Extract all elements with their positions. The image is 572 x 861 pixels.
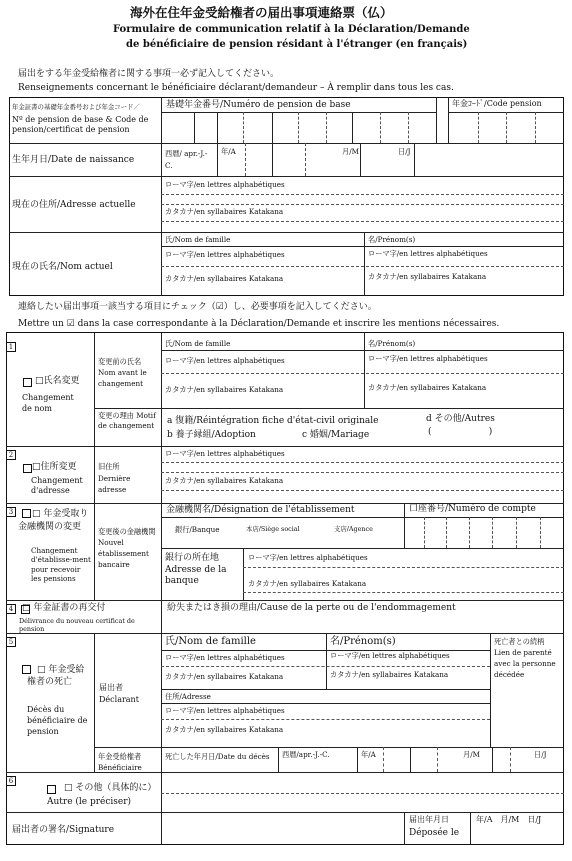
- title-french-line1: Formulaire de communication relatif à la Déclaration/Demande: [113, 24, 470, 35]
- section-3-title-ja: □ 年金受取り金融機関の変更: [18, 509, 89, 533]
- bank-location-kata: カタカナ/en syllabaires Katakana: [248, 579, 367, 588]
- section-3-title-fr: Changement d'établisse-ment pour recevoir les pensions: [31, 546, 91, 584]
- current-firstname-alpha: ローマ字/en lettres alphabétiques: [368, 249, 488, 258]
- death-day-unit: 日/J: [534, 750, 547, 759]
- current-address-kata: カタカナ/en syllabaires Katakana: [165, 207, 284, 216]
- section-4-number: 4: [6, 604, 16, 614]
- declarant-surname-alpha: ローマ字/en lettres alphabétiques: [165, 653, 285, 662]
- section-5-number: 5: [6, 637, 16, 647]
- current-name-label: 現在の氏名/Nom actuel: [12, 262, 113, 272]
- declarant-label: 届出者 Déclarant: [99, 683, 139, 705]
- section-1-title-fr: Changement de nom: [22, 393, 74, 414]
- change-reason-label: 変更の理由 Motif de changement: [98, 411, 156, 431]
- section-1-title-ja: □氏名変更: [35, 376, 80, 386]
- death-month-unit: 月/M: [463, 750, 480, 759]
- filed-date-fr: Déposée le: [409, 828, 460, 838]
- intro-japanese: 届出をする年金受給権者に関する事項一必ず記入してください。: [18, 69, 280, 79]
- before-surname-header: 氏/Nom de famille: [165, 339, 231, 348]
- old-address-alpha: ローマ字/en lettres alphabétiques: [165, 449, 285, 458]
- section-2-title-ja: □住所変更: [32, 462, 77, 472]
- before-firstname-kata: カタカナ/en syllabaires Katakana: [368, 383, 487, 392]
- section-6-number: 6: [6, 776, 16, 786]
- filed-date-units: 年/A 月/M 日/J: [476, 815, 542, 824]
- declarant-address-header: 住所/Adresse: [165, 692, 211, 701]
- declarant-firstname-alpha: ローマ字/en lettres alphabétiques: [330, 651, 450, 660]
- title-french-line2: de bénéficiaire de pension résidant à l'étranger (en français): [126, 39, 468, 50]
- signature-label: 届出者の署名/Signature: [12, 825, 115, 835]
- birth-month-unit: 月/M: [342, 147, 359, 156]
- current-address-label: 現在の住所/Adresse actuelle: [12, 200, 136, 210]
- current-surname-kata: カタカナ/en syllabaires Katakana: [165, 274, 284, 283]
- section-4-title-fr: Délivrance du nouveau certificat de pension: [19, 617, 135, 633]
- old-address-kata: カタカナ/en syllabaires Katakana: [165, 476, 284, 485]
- current-firstname-header: 名/Prénom(s): [368, 235, 416, 244]
- base-number-header: 基礎年金番号/Numéro de pension de base: [166, 100, 351, 110]
- section-3-number: 3: [6, 507, 16, 517]
- reason-d[interactable]: d その他/Autres: [426, 414, 495, 424]
- bank-location-alpha: ローマ字/en lettres alphabétiques: [248, 553, 368, 562]
- branch-agency[interactable]: 支店/Agence: [334, 525, 373, 533]
- pension-code-header: 年金ｺｰﾄﾞ/Code pension: [452, 99, 542, 108]
- before-firstname-alpha: ローマ字/en lettres alphabétiques: [368, 354, 488, 363]
- declarant-surname-kata: カタカナ/en syllabaires Katakana: [165, 672, 284, 681]
- section-1-number: 1: [6, 342, 16, 352]
- cert-label-ja: 年金証書の基礎年金番号および年金コード／: [12, 103, 140, 111]
- reason-b[interactable]: b 養子縁組/Adoption: [167, 430, 256, 440]
- relation-to-deceased-label: 死亡者との続柄 Lien de parenté avec la personne décédée: [494, 637, 556, 680]
- loss-reason-label: 紛失またはき損の理由/Cause de la perte ou de l'endommagement: [167, 603, 456, 613]
- current-address-alpha: ローマ字/en lettres alphabétiques: [165, 180, 285, 189]
- cert-label-fr: Nº de pension de base & Code de pension/certificat de pension: [12, 115, 149, 134]
- filed-date-ja: 届出年月日: [409, 815, 449, 824]
- declarant-address-kata: カタカナ/en syllabaires Katakana: [165, 725, 284, 734]
- declarant-firstname-header: 名/Prénom(s): [330, 636, 396, 647]
- section-5-title-fr: Décès du bénéficiaire de pension: [27, 705, 88, 737]
- death-date-era: 西暦/apr.-J.-C.: [282, 750, 330, 759]
- bank-location-label: 銀行の所在地 Adresse de la banque: [165, 553, 227, 587]
- new-bank-label: 変更後の金融機関 Nouvel établissement bancaire: [98, 527, 156, 570]
- head-office[interactable]: 本店/Siège social: [246, 525, 300, 533]
- old-address-label: 旧住所 Dernière adresse: [98, 462, 131, 495]
- check-instruction-fr: Mettre un ☑ dans la case correspondante à la Déclaration/Demande et inscrire les mentions nécessaires.: [18, 319, 500, 329]
- section-2-title-fr: Changement d'adresse: [31, 476, 83, 496]
- section-1-checkbox[interactable]: [23, 378, 32, 387]
- section-4-title-ja: □ 年金証書の再交付: [22, 603, 106, 613]
- birthdate-label: 生年月日/Date de naissance: [12, 155, 135, 165]
- title-japanese: 海外在住年金受給権者の届出事項連絡票（仏）: [130, 5, 393, 20]
- birth-year-unit: 年/A: [221, 147, 236, 156]
- check-instruction-ja: 連絡したい届出事項一該当する項目にチェック（☑）し、必要事項を記入してください。: [18, 302, 377, 312]
- current-surname-header: 氏/Nom de famille: [165, 235, 231, 244]
- account-number-header: 口座番号/Numéro de compte: [409, 504, 536, 514]
- section-2-number: 2: [6, 450, 16, 460]
- intro-french: Renseignements concernant le bénéficiaire déclarant/demandeur – À remplir dans tous les cas.: [18, 83, 454, 93]
- section-6-title-ja: □ その他（具体的に）: [64, 783, 157, 793]
- declarant-firstname-kata: カタカナ/en syllabaires Katakana: [330, 670, 449, 679]
- name-before-label: 変更前の氏名 Nom avant le changement: [98, 357, 147, 389]
- declarant-surname-header: 氏/Nom de famille: [165, 636, 256, 647]
- reason-c[interactable]: c 婚姻/Mariage: [302, 430, 370, 440]
- before-surname-alpha: ローマ字/en lettres alphabétiques: [165, 356, 285, 365]
- current-surname-alpha: ローマ字/en lettres alphabétiques: [165, 250, 285, 259]
- death-year-unit: 年/A: [361, 750, 376, 759]
- death-date-label: 死亡した年月日/Date du décès: [165, 752, 270, 761]
- before-firstname-header: 名/Prénom(s): [368, 339, 416, 348]
- birth-day-unit: 日/J: [398, 147, 411, 156]
- bank-type[interactable]: 銀行/Banque: [175, 525, 220, 534]
- section-5-title-ja: □ 年金受給権者の死亡: [27, 665, 85, 688]
- birthdate-era: 西暦/ apr.-J.-C.: [165, 149, 208, 170]
- section-2-checkbox[interactable]: [23, 464, 32, 473]
- declarant-address-alpha: ローマ字/en lettres alphabétiques: [165, 706, 285, 715]
- bank-designation-header: 金融機関名/Désignation de l'établissement: [166, 505, 355, 515]
- current-firstname-kata: カタカナ/en syllabaires Katakana: [368, 272, 487, 281]
- section-6-title-fr: Autre (le préciser): [47, 797, 132, 807]
- before-surname-kata: カタカナ/en syllabaires Katakana: [165, 385, 284, 394]
- reason-a[interactable]: a 復籍/Réintégration fiche d'état-civil originale: [167, 416, 379, 426]
- beneficiary-label: 年金受給権者 Bénéficiaire: [98, 752, 142, 773]
- reason-d-parentheses: ( ): [428, 427, 493, 437]
